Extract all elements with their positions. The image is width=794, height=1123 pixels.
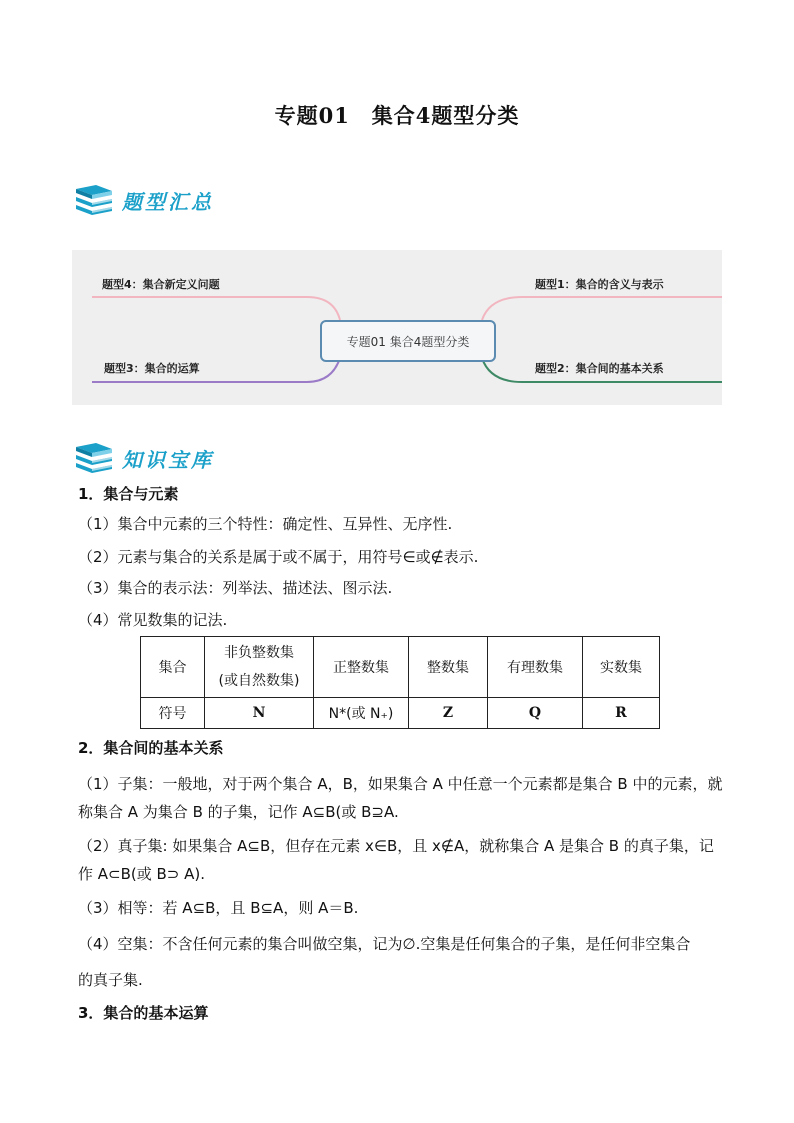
table-row	[141, 637, 660, 698]
table-cell: Q	[488, 698, 583, 729]
section-label-knowledge: 知识宝库	[122, 447, 214, 472]
mindmap-branch-3: 题型3：集合的运算	[104, 362, 200, 375]
table-cell: 实数集	[583, 637, 660, 698]
table-cell: 正整数集	[314, 637, 409, 698]
paragraph-1: （1）集合中元素的三个特性：确定性、互异性、无序性.	[78, 515, 453, 533]
connector-top-left	[92, 297, 340, 320]
books-icon	[74, 441, 114, 475]
table-cell: Z	[409, 698, 488, 729]
mindmap-branch-4: 题型4：集合新定义问题	[102, 278, 220, 291]
mindmap-branch-2: 题型2：集合间的基本关系	[535, 362, 664, 375]
cell-line: (或自然数集)	[218, 673, 300, 689]
section-header-knowledge	[74, 440, 214, 476]
paragraph-7: （3）相等：若 A⊆B，且 B⊆A，则 A＝B.	[78, 899, 359, 917]
paragraph-8-cont: 的真子集.	[78, 971, 143, 989]
paragraph-5: （1）子集：一般地，对于两个集合 A，B，如果集合 A 中任意一个元素都是集合 B 中的元素，就称集合 A 为集合 B 的子集，记作 A⊆B(或 B⊇A.	[78, 775, 723, 821]
number-sets-table	[140, 636, 660, 729]
mindmap-diagram	[72, 250, 722, 405]
paragraph-2: （2）元素与集合的关系是属于或不属于，用符号∈或∉表示.	[78, 548, 479, 566]
heading-basic-operations: 3．集合的基本运算	[78, 1004, 209, 1022]
table-cell: R	[583, 698, 660, 729]
mindmap-branch-1: 题型1：集合的含义与表示	[535, 278, 664, 291]
table-cell: 整数集	[409, 637, 488, 698]
table-cell: 有理数集	[488, 637, 583, 698]
table-cell	[205, 637, 314, 698]
section-header-summary	[74, 182, 214, 218]
table-cell: N	[205, 698, 314, 729]
table-cell: 集合	[141, 637, 205, 698]
cell-line: 非负整数集	[224, 645, 294, 661]
paragraph-8: （4）空集：不含任何元素的集合叫做空集，记为∅.空集是任何集合的子集，是任何非空集合	[78, 935, 691, 953]
connector-top-right	[482, 297, 722, 320]
table-cell: 符号	[141, 698, 205, 729]
table-cell: N*(或 N₊)	[314, 698, 409, 729]
books-icon	[74, 183, 114, 217]
mindmap-center-node: 专题01 集合4题型分类	[320, 320, 496, 362]
paragraph-3: （3）集合的表示法：列举法、描述法、图示法.	[78, 579, 393, 597]
paragraph-4: （4）常见数集的记法.	[78, 611, 228, 629]
table-row	[141, 698, 660, 729]
paragraph-6: （2）真子集: 如果集合 A⊆B，但存在元素 x∈B，且 x∉A，就称集合 A 是集合 B 的真子集，记作 A⊂B(或 B⊃ A).	[78, 837, 714, 883]
heading-basic-relations: 2．集合间的基本关系	[78, 739, 224, 757]
page-title: 专题01 集合4题型分类	[274, 103, 520, 128]
section-label-summary: 题型汇总	[122, 189, 214, 214]
heading-set-and-element: 1．集合与元素	[78, 485, 179, 503]
